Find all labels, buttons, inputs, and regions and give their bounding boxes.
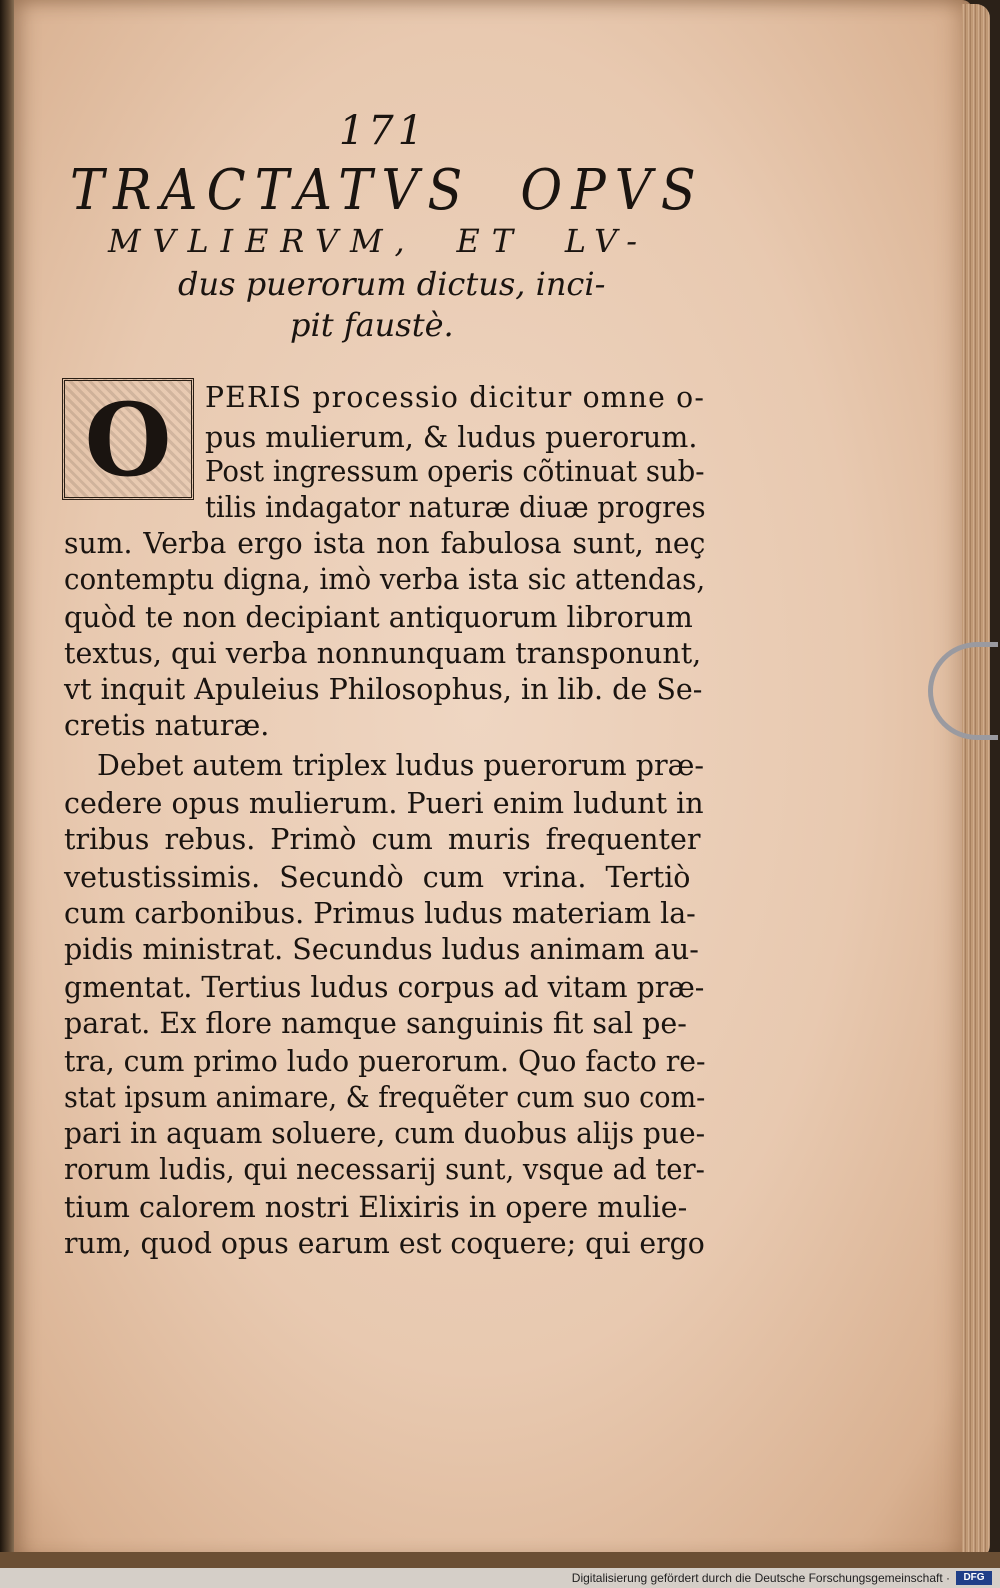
dfg-logo: DFG: [956, 1571, 992, 1585]
drop-cap-letter: O: [84, 381, 172, 499]
text-line: parat. Ex flore namque sanguinis fit sal pe-: [64, 1007, 687, 1040]
text-line: textus, qui verba nonnunquam transponunt,: [64, 637, 702, 670]
funding-credit: Digitalisierung gefördert durch die Deutsche Forschungsgemeinschaft ·: [571, 1571, 950, 1585]
page-number: 171: [338, 108, 428, 154]
heading-line-1: TRACTATVS OPVS: [70, 158, 705, 223]
text-line: rorum ludis, qui necessarij sunt, vsque ad ter-: [64, 1153, 705, 1186]
text-line: sum. Verba ergo ista non fabulosa sunt, neç: [64, 527, 706, 560]
text-line: contemptu digna, imò verba ista sic attendas,: [64, 563, 706, 596]
page-stack-edge: [962, 4, 990, 1559]
heading-line-4: pit faustè.: [290, 306, 454, 344]
text-line: cum carbonibus. Primus ludus materiam la-: [64, 897, 696, 930]
text-line: tium calorem nostri Elixiris in opere mulie-: [64, 1191, 688, 1224]
text-line: cedere opus mulierum. Pueri enim ludunt in: [64, 787, 704, 820]
text-line: vt inquit Apuleius Philosophus, in lib. de Se-: [64, 673, 703, 706]
text-line: gmentat. Tertius ludus corpus ad vitam præ-: [64, 971, 705, 1004]
book-bottom-edge: [0, 1552, 1000, 1568]
text-line: tra, cum primo ludo puerorum. Quo facto re-: [64, 1045, 706, 1078]
decorated-initial: [62, 378, 194, 500]
text-line: tilis indagator naturæ diuæ progres: [205, 491, 706, 524]
text-line: cretis naturæ.: [64, 709, 270, 742]
text-line: rum, quod opus earum est coquere; qui ergo: [64, 1227, 705, 1260]
text-line: pidis ministrat. Secundus ludus animam au-: [64, 933, 699, 966]
text-line: PERIS processio dicitur omne o-: [205, 381, 706, 414]
text-line: quòd te non decipiant antiquorum librorum: [64, 601, 693, 634]
text-line: pus mulierum, & ludus puerorum.: [205, 421, 698, 454]
text-line: vetustissimis. Secundò cum vrina. Tertiò: [64, 861, 691, 894]
text-line: pari in aquam soluere, cum duobus alijs pue-: [64, 1117, 706, 1150]
heading-line-2: MVLIERVM, ET LV-: [108, 222, 649, 260]
text-line: tribus rebus. Primò cum muris frequenter: [64, 823, 701, 856]
heading-line-3: dus puerorum dictus, inci-: [178, 265, 606, 303]
text-line: Debet autem triplex ludus puerorum præ-: [97, 749, 704, 782]
text-line: Post ingressum operis cõtinuat sub-: [205, 455, 705, 488]
text-line: stat ipsum animare, & frequẽter cum suo com-: [64, 1081, 706, 1114]
